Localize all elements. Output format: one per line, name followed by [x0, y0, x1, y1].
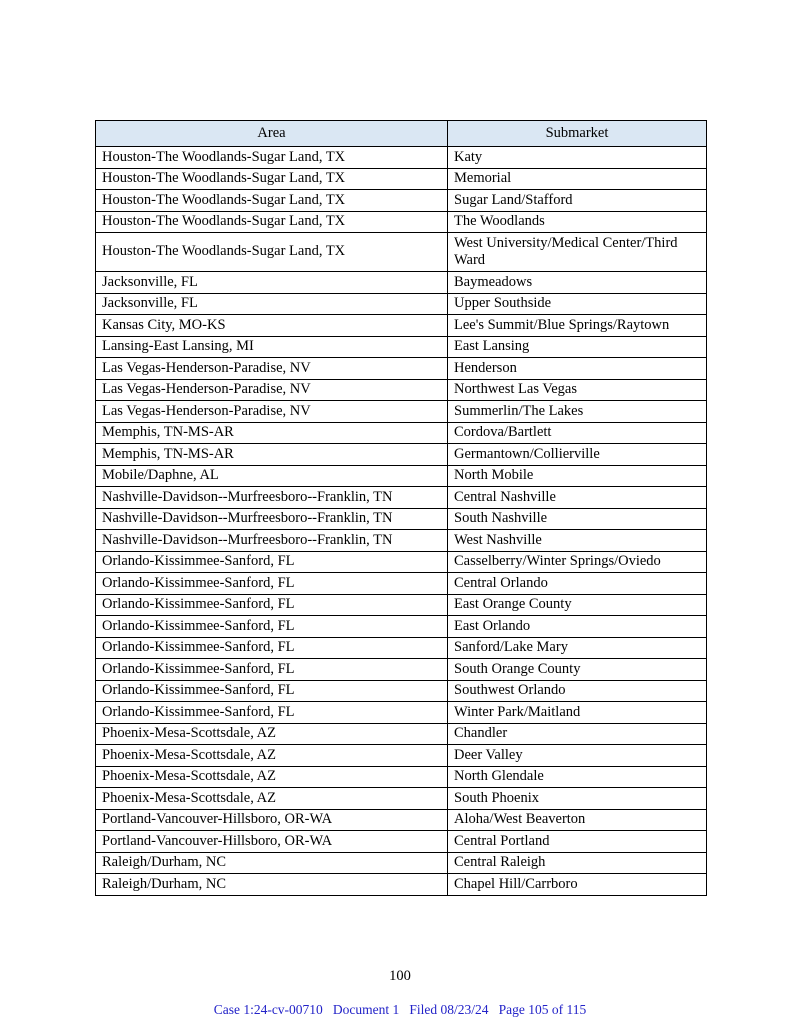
table-row	[96, 745, 707, 767]
area-cell: Nashville-Davidson--Murfreesboro--Franklin, TN	[96, 487, 448, 509]
area-cell: Orlando-Kissimmee-Sanford, FL	[96, 680, 448, 702]
area-cell: Memphis, TN-MS-AR	[96, 422, 448, 444]
area-cell: Las Vegas-Henderson-Paradise, NV	[96, 401, 448, 423]
area-cell: Houston-The Woodlands-Sugar Land, TX	[96, 211, 448, 233]
area-cell: Las Vegas-Henderson-Paradise, NV	[96, 379, 448, 401]
table-row	[96, 573, 707, 595]
table-row	[96, 702, 707, 724]
table-row	[96, 788, 707, 810]
table-row	[96, 272, 707, 294]
submarket-cell: North Mobile	[448, 465, 707, 487]
area-cell: Las Vegas-Henderson-Paradise, NV	[96, 358, 448, 380]
table-row	[96, 465, 707, 487]
table-row	[96, 530, 707, 552]
area-cell: Raleigh/Durham, NC	[96, 874, 448, 896]
page-number: 100	[389, 968, 411, 984]
case-filing-footer: Case 1:24-cv-00710 Document 1 Filed 08/23/24 Page 105 of 115	[213, 1002, 587, 1017]
submarket-cell: East Orlando	[448, 616, 707, 638]
area-cell: Mobile/Daphne, AL	[96, 465, 448, 487]
submarket-cell: South Orange County	[448, 659, 707, 681]
table-row	[96, 190, 707, 212]
table-header-row	[96, 121, 707, 147]
submarket-cell: East Lansing	[448, 336, 707, 358]
submarket-cell: Northwest Las Vegas	[448, 379, 707, 401]
table-row	[96, 723, 707, 745]
submarket-cell: Casselberry/Winter Springs/Oviedo	[448, 551, 707, 573]
table-row	[96, 637, 707, 659]
submarket-cell: Southwest Orlando	[448, 680, 707, 702]
submarket-cell: North Glendale	[448, 766, 707, 788]
area-cell: Portland-Vancouver-Hillsboro, OR-WA	[96, 809, 448, 831]
table-row	[96, 147, 707, 169]
submarket-cell: Katy	[448, 147, 707, 169]
area-cell: Houston-The Woodlands-Sugar Land, TX	[96, 233, 448, 272]
area-cell: Houston-The Woodlands-Sugar Land, TX	[96, 190, 448, 212]
table-row	[96, 766, 707, 788]
table-row	[96, 444, 707, 466]
submarket-cell: Central Nashville	[448, 487, 707, 509]
area-cell: Raleigh/Durham, NC	[96, 852, 448, 874]
table-row	[96, 831, 707, 853]
table-row	[96, 594, 707, 616]
area-cell: Lansing-East Lansing, MI	[96, 336, 448, 358]
submarket-cell: Central Raleigh	[448, 852, 707, 874]
table-row	[96, 233, 707, 272]
area-cell: Orlando-Kissimmee-Sanford, FL	[96, 573, 448, 595]
area-cell: Orlando-Kissimmee-Sanford, FL	[96, 594, 448, 616]
table-row	[96, 659, 707, 681]
area-cell: Kansas City, MO-KS	[96, 315, 448, 337]
submarket-cell: Memorial	[448, 168, 707, 190]
area-cell: Jacksonville, FL	[96, 293, 448, 315]
area-cell: Nashville-Davidson--Murfreesboro--Franklin, TN	[96, 508, 448, 530]
table-row	[96, 401, 707, 423]
submarket-cell: Upper Southside	[448, 293, 707, 315]
submarket-cell: Sanford/Lake Mary	[448, 637, 707, 659]
submarket-cell: South Phoenix	[448, 788, 707, 810]
table-row	[96, 336, 707, 358]
table-row	[96, 616, 707, 638]
area-cell: Jacksonville, FL	[96, 272, 448, 294]
table-row	[96, 551, 707, 573]
submarket-cell: West Nashville	[448, 530, 707, 552]
submarket-cell: Summerlin/The Lakes	[448, 401, 707, 423]
submarket-cell: Central Orlando	[448, 573, 707, 595]
table-row	[96, 379, 707, 401]
area-cell: Phoenix-Mesa-Scottsdale, AZ	[96, 766, 448, 788]
area-cell: Phoenix-Mesa-Scottsdale, AZ	[96, 723, 448, 745]
table-row	[96, 358, 707, 380]
area-submarket-table	[95, 120, 707, 896]
submarket-cell: Henderson	[448, 358, 707, 380]
submarket-column-header: Submarket	[448, 121, 707, 147]
area-cell: Orlando-Kissimmee-Sanford, FL	[96, 551, 448, 573]
submarket-cell: South Nashville	[448, 508, 707, 530]
area-cell: Orlando-Kissimmee-Sanford, FL	[96, 659, 448, 681]
submarket-cell: Cordova/Bartlett	[448, 422, 707, 444]
area-cell: Portland-Vancouver-Hillsboro, OR-WA	[96, 831, 448, 853]
table-row	[96, 508, 707, 530]
table-row	[96, 874, 707, 896]
submarket-cell: Winter Park/Maitland	[448, 702, 707, 724]
submarket-cell: Chandler	[448, 723, 707, 745]
submarket-cell: Deer Valley	[448, 745, 707, 767]
submarket-cell: Aloha/West Beaverton	[448, 809, 707, 831]
table-row	[96, 315, 707, 337]
area-cell: Nashville-Davidson--Murfreesboro--Franklin, TN	[96, 530, 448, 552]
area-cell: Memphis, TN-MS-AR	[96, 444, 448, 466]
table-row	[96, 422, 707, 444]
submarket-cell: Baymeadows	[448, 272, 707, 294]
submarket-cell: The Woodlands	[448, 211, 707, 233]
submarket-cell: Sugar Land/Stafford	[448, 190, 707, 212]
submarket-cell: West University/Medical Center/Third Ward	[448, 233, 707, 272]
table-row	[96, 809, 707, 831]
table-row	[96, 487, 707, 509]
table-row	[96, 293, 707, 315]
submarket-cell: Central Portland	[448, 831, 707, 853]
submarket-cell: Germantown/Collierville	[448, 444, 707, 466]
table-body	[96, 147, 707, 896]
area-cell: Orlando-Kissimmee-Sanford, FL	[96, 616, 448, 638]
area-cell: Orlando-Kissimmee-Sanford, FL	[96, 702, 448, 724]
area-column-header: Area	[96, 121, 448, 147]
table-row	[96, 680, 707, 702]
table-row	[96, 852, 707, 874]
table-row	[96, 168, 707, 190]
table-row	[96, 211, 707, 233]
submarket-cell: Lee's Summit/Blue Springs/Raytown	[448, 315, 707, 337]
area-cell: Houston-The Woodlands-Sugar Land, TX	[96, 147, 448, 169]
area-cell: Orlando-Kissimmee-Sanford, FL	[96, 637, 448, 659]
submarket-cell: East Orange County	[448, 594, 707, 616]
submarket-cell: Chapel Hill/Carrboro	[448, 874, 707, 896]
area-cell: Phoenix-Mesa-Scottsdale, AZ	[96, 788, 448, 810]
area-cell: Phoenix-Mesa-Scottsdale, AZ	[96, 745, 448, 767]
area-cell: Houston-The Woodlands-Sugar Land, TX	[96, 168, 448, 190]
